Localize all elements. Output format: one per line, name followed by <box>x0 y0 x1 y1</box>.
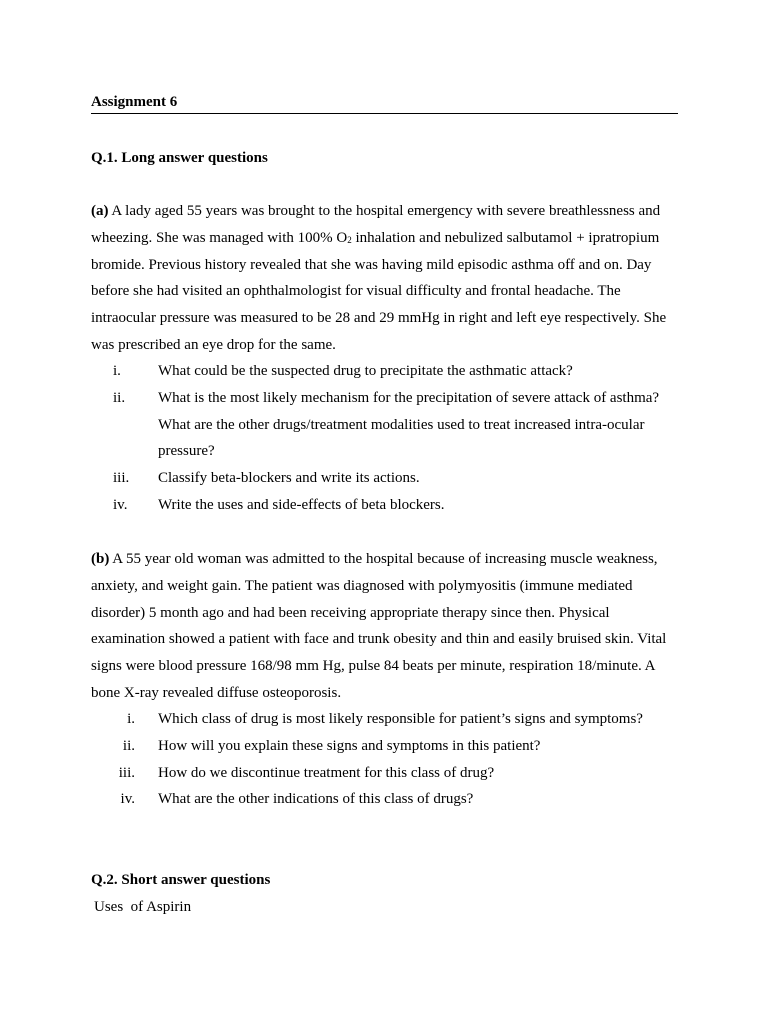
q1b-question-number: iv. <box>120 791 135 808</box>
q1b-question-list <box>91 706 681 813</box>
q1a-question-list <box>91 358 681 519</box>
q1a-question-item <box>91 385 681 465</box>
q1b-label: (b) <box>91 551 110 567</box>
q1b-question-text: What are the other indications of this class of drugs? <box>158 791 474 808</box>
q1a-question-number: iii. <box>113 470 130 487</box>
q1a-question-number: iv. <box>113 496 128 513</box>
q2-heading: Q.2. Short answer questions <box>91 872 271 888</box>
assignment-title: Assignment 6 <box>91 94 178 110</box>
q1a-question-item <box>91 358 681 385</box>
q1b-question-number: iii. <box>118 764 135 781</box>
q1b-question-text: How do we discontinue treatment for this class of drug? <box>158 764 495 781</box>
q1b-paragraph <box>91 546 681 707</box>
q1a-question-number: ii. <box>113 389 126 406</box>
q1b-question-item <box>91 706 681 733</box>
q1b-question-text: How will you explain these signs and symptoms in this patient? <box>158 737 541 754</box>
q1a-label: (a) <box>91 203 109 219</box>
q1b-question-item <box>91 786 681 813</box>
q1a-paragraph <box>91 198 681 359</box>
q1a-question-item <box>91 465 681 492</box>
q2-short-question: Uses of Aspirin <box>94 899 192 915</box>
q1b-question-item <box>91 760 681 787</box>
q1b-question-number: i. <box>127 711 135 727</box>
q1a-question-item <box>91 492 681 519</box>
q1a-question-text: What could be the suspected drug to precipitate the asthmatic attack? <box>158 363 573 379</box>
q1b-question-number: ii. <box>122 737 135 754</box>
q1-heading: Q.1. Long answer questions <box>91 150 268 166</box>
q1b-question-item <box>91 733 681 760</box>
q1a-question-text: What is the most likely mechanism for the precipitation of severe attack of asthma? What are the other drugs/treatment modalities used to treat increased intra-ocular pressure? <box>158 389 660 460</box>
q1a-question-text: Write the uses and side-effects of beta blockers. <box>158 496 445 513</box>
q1b-text: A 55 year old woman was admitted to the hospital because of increasing muscle weakness, anxiety, and weight gain. The patient was diagnosed with polymyositis (immune mediated disorder) 5 month ago and had been receiving appropriate therapy since then. Physical examination showed a patient with face and trunk obesity and thin and easily bruised skin. Vital signs were blood pressure 168/98 mm Hg, pulse 84 beats per minute, respiration 18/minute. A bone X-ray revealed diffuse osteoporosis. <box>91 551 667 701</box>
q1a-question-text: Classify beta-blockers and write its actions. <box>158 470 420 487</box>
q1a-question-number: i. <box>113 363 121 379</box>
assignment-title-row <box>91 93 678 114</box>
q1a-text-part1: A lady aged 55 years was brought to the hospital emergency with severe breathlessness and wheezing. She was managed with 100% O <box>91 203 661 246</box>
q1b-question-text: Which class of drug is most likely responsible for patient’s signs and symptoms? <box>158 711 643 727</box>
o2-subscript: 2 <box>347 234 352 245</box>
q1a-text-part2: inhalation and nebulized salbutamol + ipratropium bromide. Previous history revealed that she was having mild episodic asthma off and on. Day before she had visited an ophthalmologist for visual difficulty and frontal headache. The intraocular pressure was measured to be 28 and 29 mmHg in right and left eye respectively. She was prescribed an eye drop for the same. <box>91 229 667 353</box>
